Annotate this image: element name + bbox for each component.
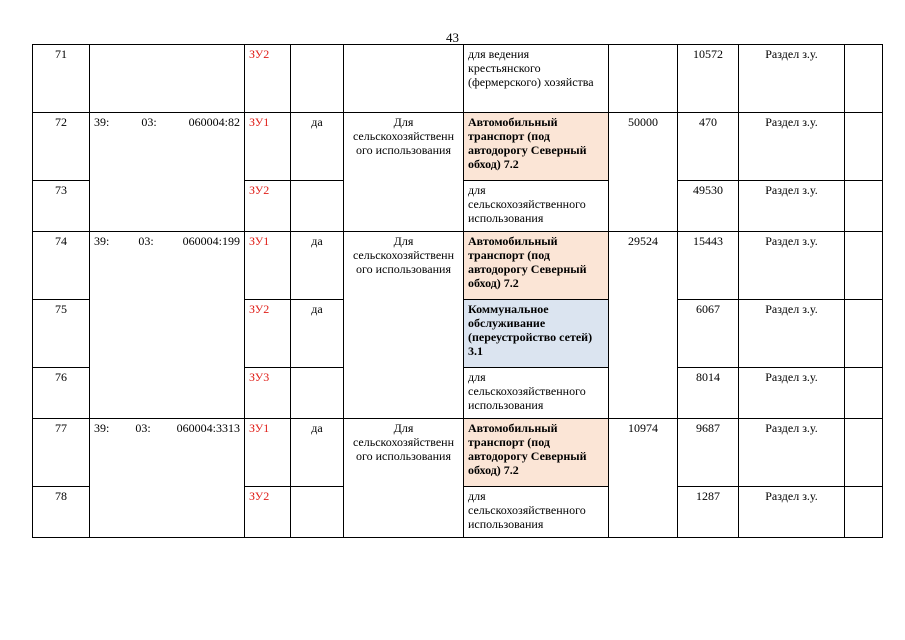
section-label: Раздел з.у.: [739, 45, 845, 113]
plot-area: 1287: [678, 487, 739, 538]
permitted-use: для сельскохозяйственного использования: [464, 181, 609, 232]
permitted-use: Автомобильный транспорт (под автодорогу Северный обход) 7.2: [464, 113, 609, 181]
empty-cell: [845, 487, 883, 538]
section-label: Раздел з.у.: [739, 232, 845, 300]
row-number: 76: [33, 368, 90, 419]
cadastral-number: [90, 232, 245, 419]
cad-part-1: 39:: [94, 115, 110, 129]
total-area: 29524: [609, 232, 678, 419]
flag-cell: [291, 181, 344, 232]
current-use: [344, 45, 464, 113]
permitted-use: для сельскохозяйственного использования: [464, 368, 609, 419]
land-plots-table: [32, 44, 883, 538]
cad-part-2: 03:: [138, 234, 154, 248]
table-row: [33, 232, 883, 300]
plot-code: ЗУ1: [245, 419, 291, 487]
permitted-use: для сельскохозяйственного использования: [464, 487, 609, 538]
permitted-use: Автомобильный транспорт (под автодорогу Северный обход) 7.2: [464, 232, 609, 300]
empty-cell: [845, 113, 883, 181]
flag-cell: [291, 487, 344, 538]
cad-part-3: 060004:3313: [176, 421, 240, 435]
flag-cell: да: [291, 419, 344, 487]
empty-cell: [845, 368, 883, 419]
section-label: Раздел з.у.: [739, 419, 845, 487]
plot-area: 8014: [678, 368, 739, 419]
row-number: 73: [33, 181, 90, 232]
total-area: 50000: [609, 113, 678, 232]
section-label: Раздел з.у.: [739, 487, 845, 538]
current-use: Для сельскохозяйственн ого использования: [344, 232, 464, 419]
cadastral-number: [90, 113, 245, 232]
plot-code: ЗУ2: [245, 45, 291, 113]
cad-part-1: 39:: [94, 234, 110, 248]
row-number: 75: [33, 300, 90, 368]
section-label: Раздел з.у.: [739, 181, 845, 232]
flag-cell: да: [291, 113, 344, 181]
cadastral-number: [90, 45, 245, 113]
plot-code: ЗУ1: [245, 113, 291, 181]
total-area: 10974: [609, 419, 678, 538]
current-use: Для сельскохозяйственн ого использования: [344, 113, 464, 232]
table-row: [33, 419, 883, 487]
plot-area: 6067: [678, 300, 739, 368]
row-number: 74: [33, 232, 90, 300]
plot-area: 49530: [678, 181, 739, 232]
empty-cell: [845, 232, 883, 300]
empty-cell: [845, 419, 883, 487]
flag-cell: да: [291, 300, 344, 368]
cad-part-3: 060004:199: [182, 234, 240, 248]
plot-area: 9687: [678, 419, 739, 487]
table-row: [33, 45, 883, 113]
plot-code: ЗУ2: [245, 487, 291, 538]
empty-cell: [845, 45, 883, 113]
cad-part-1: 39:: [94, 421, 110, 435]
flag-cell: [291, 45, 344, 113]
page-number: 43: [446, 30, 459, 45]
plot-code: ЗУ2: [245, 300, 291, 368]
permitted-use: для ведения крестьянского (фермерского) хозяйства: [464, 45, 609, 113]
row-number: 72: [33, 113, 90, 181]
cad-part-3: 060004:82: [188, 115, 240, 129]
total-area: [609, 45, 678, 113]
section-label: Раздел з.у.: [739, 368, 845, 419]
plot-area: 15443: [678, 232, 739, 300]
plot-area: 470: [678, 113, 739, 181]
row-number: 78: [33, 487, 90, 538]
plot-code: ЗУ1: [245, 232, 291, 300]
permitted-use: Коммунальное обслуживание (переустройство сетей) 3.1: [464, 300, 609, 368]
plot-code: ЗУ3: [245, 368, 291, 419]
empty-cell: [845, 181, 883, 232]
cadastral-number: [90, 419, 245, 538]
row-number: 77: [33, 419, 90, 487]
table-row: [33, 113, 883, 181]
flag-cell: да: [291, 232, 344, 300]
plot-code: ЗУ2: [245, 181, 291, 232]
cad-part-2: 03:: [135, 421, 151, 435]
empty-cell: [845, 300, 883, 368]
cad-part-2: 03:: [141, 115, 157, 129]
plot-area: 10572: [678, 45, 739, 113]
flag-cell: [291, 368, 344, 419]
permitted-use: Автомобильный транспорт (под автодорогу Северный обход) 7.2: [464, 419, 609, 487]
current-use: Для сельскохозяйственн ого использования: [344, 419, 464, 538]
section-label: Раздел з.у.: [739, 113, 845, 181]
row-number: 71: [33, 45, 90, 113]
section-label: Раздел з.у.: [739, 300, 845, 368]
